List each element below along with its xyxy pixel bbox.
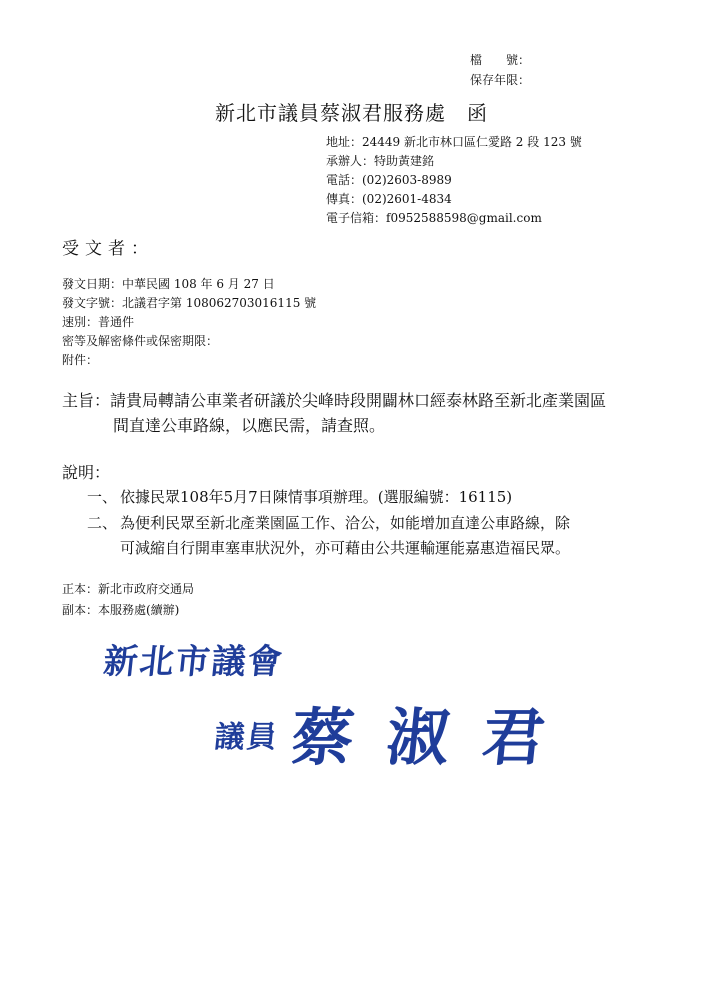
explanation-item-1-text: 依據民眾108年5月7日陳情事項辦理。(選服編號：16115): [120, 488, 513, 506]
explanation-item-2-line-2: 可減縮自行開車塞車狀況外，亦可藉由公共運輸運能嘉惠造福民眾。: [120, 539, 571, 557]
issue-number: 發文字號：北議君字第 108062703016115 號: [62, 296, 317, 310]
copy-recipient: 副本：本服務處(續辦): [62, 603, 180, 617]
sender-phone: 電話：(02)2603-8989: [326, 173, 452, 187]
secrecy-level: 密等及解密條件或保密期限：: [62, 334, 219, 348]
sender-email: 電子信箱：f0952588598@gmail.com: [326, 211, 542, 225]
retention-period-label: 保存年限：: [470, 73, 531, 87]
document-title: 新北市議員蔡淑君服務處 函: [215, 101, 488, 125]
attachment: 附件：: [62, 353, 99, 367]
sender-address: 地址：24449 新北市林口區仁愛路 2 段 123 號: [326, 135, 582, 149]
explanation-item-2-number: 二、: [87, 514, 118, 532]
sender-info: [326, 133, 582, 228]
issue-date: 發文日期：中華民國 108 年 6 月 27 日: [62, 277, 275, 291]
councilor-name-seal: 蔡 淑 君: [287, 701, 555, 774]
council-seal: 新北市議會: [101, 642, 286, 682]
subject-line-2: 間直達公車路線，以應民需，請查照。: [113, 416, 386, 435]
document-meta: [62, 275, 316, 370]
main-recipient: 正本：新北市政府交通局: [62, 582, 195, 596]
explanation-item-1-number: 一、: [87, 488, 118, 506]
explanation-item-2-line-1: 為便利民眾至新北產業園區工作、洽公，如能增加直達公車路線，除: [120, 514, 571, 532]
delivery-speed: 速別：普通件: [62, 315, 135, 329]
subject-line-1: 主旨：請貴局轉請公車業者研議於尖峰時段開闢林口經泰林路至新北產業園區: [62, 391, 607, 410]
sender-contact: 承辦人：特助黃建銘: [326, 154, 435, 168]
explanation-label: 說明：: [62, 463, 111, 482]
sender-fax: 傳真：(02)2601-4834: [326, 192, 452, 206]
recipient-label: 受文者：: [62, 239, 154, 259]
councilor-role-seal: 議員: [212, 720, 281, 755]
file-number-label: 檔 號：: [470, 53, 531, 67]
